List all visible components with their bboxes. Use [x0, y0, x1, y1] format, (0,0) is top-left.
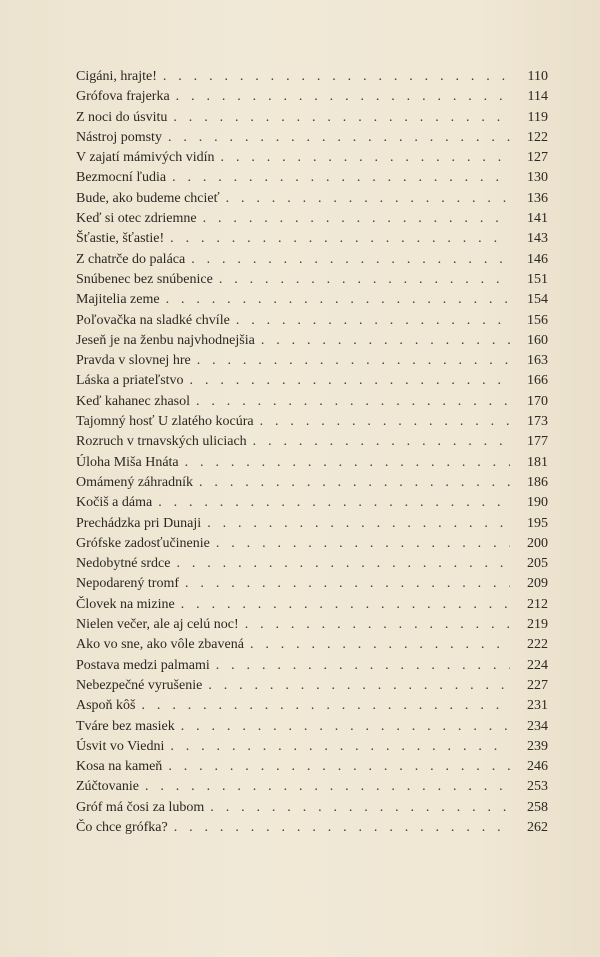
toc-entry: [76, 798, 548, 818]
toc-entry-title: Bezmocní ľudia: [76, 170, 167, 186]
toc-entry-page-number: 163: [527, 353, 548, 369]
toc-entry: [76, 311, 548, 331]
toc-entry-page-number: 122: [527, 129, 548, 145]
toc-entry: [76, 696, 548, 716]
toc-entry-title: Nielen večer, ale aj celú noc!: [76, 617, 239, 633]
toc-entry-title: Omámený záhradník: [76, 474, 194, 490]
dot-leader: [216, 534, 510, 554]
toc-entry: [76, 595, 548, 615]
toc-entry-title: Nedobytné srdce: [76, 556, 171, 572]
toc-entry: [76, 554, 548, 574]
dot-leader: [158, 493, 510, 513]
toc-entry: [76, 189, 548, 209]
toc-entry-title: Úsvit vo Viedni: [76, 738, 165, 754]
toc-entry: [76, 168, 548, 188]
dot-leader: [196, 392, 510, 412]
toc-entry: [76, 676, 548, 696]
toc-entry-title: Grófova frajerka: [76, 89, 170, 105]
toc-entry-page-number: 234: [527, 718, 548, 734]
dot-leader: [170, 737, 510, 757]
dot-leader: [166, 290, 510, 310]
toc-entry-title: Čo chce grófka?: [76, 819, 168, 835]
dot-leader: [245, 615, 510, 635]
table-of-contents: [76, 67, 548, 838]
toc-entry-page-number: 231: [527, 698, 548, 714]
toc-entry-title: Šťastie, šťastie!: [76, 231, 165, 247]
toc-entry-page-number: 224: [527, 657, 548, 673]
toc-entry: [76, 453, 548, 473]
toc-entry: [76, 128, 548, 148]
toc-entry-title: Zúčtovanie: [76, 779, 139, 795]
toc-entry-page-number: 209: [527, 576, 548, 592]
toc-entry-title: Ako vo sne, ako vôle zbavená: [76, 637, 244, 653]
toc-entry-page-number: 227: [527, 677, 548, 693]
toc-entry: [76, 615, 548, 635]
dot-leader: [172, 168, 510, 188]
toc-entry-title: Keď si otec zdriemne: [76, 211, 197, 227]
toc-entry-title: Z noci do úsvitu: [76, 109, 168, 125]
toc-entry-title: Cigáni, hrajte!: [76, 69, 157, 84]
dot-leader: [168, 128, 510, 148]
dot-leader: [236, 311, 510, 331]
dot-leader: [163, 67, 510, 87]
dot-leader: [210, 798, 510, 818]
dot-leader: [145, 777, 510, 797]
toc-entry: [76, 331, 548, 351]
dot-leader: [219, 270, 510, 290]
toc-entry-title: Majitelia zeme: [76, 292, 160, 308]
toc-entry-page-number: 200: [527, 535, 548, 551]
toc-entry: [76, 209, 548, 229]
toc-entry-page-number: 173: [527, 414, 548, 430]
toc-entry-title: V zajatí mámivých vidín: [76, 150, 215, 166]
toc-entry: [76, 777, 548, 797]
dot-leader: [176, 87, 510, 107]
toc-entry: [76, 757, 548, 777]
toc-entry: [76, 493, 548, 513]
dot-leader: [260, 412, 510, 432]
toc-entry: [76, 473, 548, 493]
toc-entry-page-number: 154: [527, 292, 548, 308]
toc-entry-page-number: 190: [527, 495, 548, 511]
toc-entry: [76, 737, 548, 757]
dot-leader: [253, 432, 510, 452]
toc-entry-title: Kočiš a dáma: [76, 495, 153, 511]
toc-entry-page-number: 166: [527, 373, 548, 389]
toc-entry: [76, 514, 548, 534]
toc-entry-title: Snúbenec bez snúbenice: [76, 271, 213, 287]
dot-leader: [207, 514, 510, 534]
dot-leader: [174, 818, 510, 838]
toc-entry-page-number: 170: [527, 393, 548, 409]
toc-entry-title: Kosa na kameň: [76, 759, 163, 775]
toc-entry: [76, 635, 548, 655]
toc-entry-page-number: 156: [527, 312, 548, 328]
dot-leader: [168, 757, 510, 777]
dot-leader: [142, 696, 510, 716]
toc-entry-title: Bude, ako budeme chcieť: [76, 190, 220, 206]
toc-entry-page-number: 110: [527, 69, 548, 84]
dot-leader: [173, 108, 510, 128]
toc-entry-title: Rozruch v trnavských uliciach: [76, 434, 247, 450]
dot-leader: [185, 453, 510, 473]
toc-entry-page-number: 195: [527, 515, 548, 531]
toc-entry: [76, 717, 548, 737]
toc-entry: [76, 67, 548, 87]
dot-leader: [261, 331, 510, 351]
toc-entry: [76, 351, 548, 371]
dot-leader: [191, 250, 510, 270]
toc-entry-title: Poľovačka na sladké chvíle: [76, 312, 230, 328]
dot-leader: [208, 676, 510, 696]
dot-leader: [199, 473, 510, 493]
toc-entry-title: Postava medzi palmami: [76, 657, 210, 673]
toc-entry-title: Jeseň je na ženbu najvhodnejšia: [76, 332, 255, 348]
toc-entry-page-number: 262: [527, 819, 548, 835]
toc-entry-page-number: 205: [527, 556, 548, 572]
toc-entry: [76, 656, 548, 676]
dot-leader: [226, 189, 510, 209]
toc-entry-title: Úloha Miša Hnáta: [76, 454, 179, 470]
toc-entry-page-number: 219: [527, 617, 548, 633]
toc-entry-page-number: 177: [527, 434, 548, 450]
toc-entry-title: Gróf má čosi za lubom: [76, 799, 205, 815]
dot-leader: [197, 351, 510, 371]
dot-leader: [216, 656, 510, 676]
toc-entry-title: Prechádzka pri Dunaji: [76, 515, 202, 531]
toc-entry-page-number: 160: [527, 332, 548, 348]
toc-entry-page-number: 239: [527, 738, 548, 754]
toc-entry-page-number: 130: [527, 170, 548, 186]
toc-entry-page-number: 119: [527, 109, 548, 125]
toc-entry-page-number: 253: [527, 779, 548, 795]
toc-entry-title: Tajomný hosť U zlatého kocúra: [76, 414, 254, 430]
toc-entry-title: Láska a priateľstvo: [76, 373, 184, 389]
dot-leader: [221, 148, 510, 168]
toc-entry: [76, 534, 548, 554]
toc-entry: [76, 290, 548, 310]
dot-leader: [203, 209, 510, 229]
toc-entry-title: Z chatrče do paláca: [76, 251, 186, 267]
toc-entry: [76, 108, 548, 128]
toc-entry-title: Človek na mizine: [76, 596, 175, 612]
toc-entry-title: Pravda v slovnej hre: [76, 353, 191, 369]
toc-entry-page-number: 246: [527, 759, 548, 775]
toc-entry-page-number: 258: [527, 799, 548, 815]
toc-entry-page-number: 222: [527, 637, 548, 653]
toc-entry: [76, 87, 548, 107]
toc-entry: [76, 270, 548, 290]
toc-entry: [76, 229, 548, 249]
toc-entry-page-number: 136: [527, 190, 548, 206]
toc-entry: [76, 818, 548, 838]
toc-entry: [76, 250, 548, 270]
toc-entry-page-number: 181: [527, 454, 548, 470]
toc-entry-title: Keď kahanec zhasol: [76, 393, 190, 409]
toc-entry-page-number: 186: [527, 474, 548, 490]
toc-entry-page-number: 114: [527, 89, 548, 105]
toc-entry: [76, 432, 548, 452]
dot-leader: [181, 717, 510, 737]
dot-leader: [185, 574, 510, 594]
toc-entry-page-number: 127: [527, 150, 548, 166]
dot-leader: [176, 554, 510, 574]
toc-entry-title: Nepodarený tromf: [76, 576, 180, 592]
toc-entry-title: Aspoň kôš: [76, 698, 136, 714]
toc-entry-page-number: 143: [527, 231, 548, 247]
toc-entry-page-number: 141: [527, 211, 548, 227]
toc-entry-title: Nástroj pomsty: [76, 129, 162, 145]
dot-leader: [250, 635, 510, 655]
toc-entry: [76, 148, 548, 168]
toc-entry-title: Tváre bez masiek: [76, 718, 175, 734]
toc-entry-page-number: 151: [527, 271, 548, 287]
dot-leader: [181, 595, 510, 615]
toc-entry-title: Grófske zadosťučinenie: [76, 535, 210, 551]
toc-entry-page-number: 146: [527, 251, 548, 267]
toc-entry-page-number: 212: [527, 596, 548, 612]
dot-leader: [170, 229, 510, 249]
toc-entry: [76, 412, 548, 432]
toc-entry: [76, 371, 548, 391]
toc-entry: [76, 574, 548, 594]
toc-entry-title: Nebezpečné vyrušenie: [76, 677, 203, 693]
toc-entry: [76, 392, 548, 412]
dot-leader: [190, 371, 510, 391]
